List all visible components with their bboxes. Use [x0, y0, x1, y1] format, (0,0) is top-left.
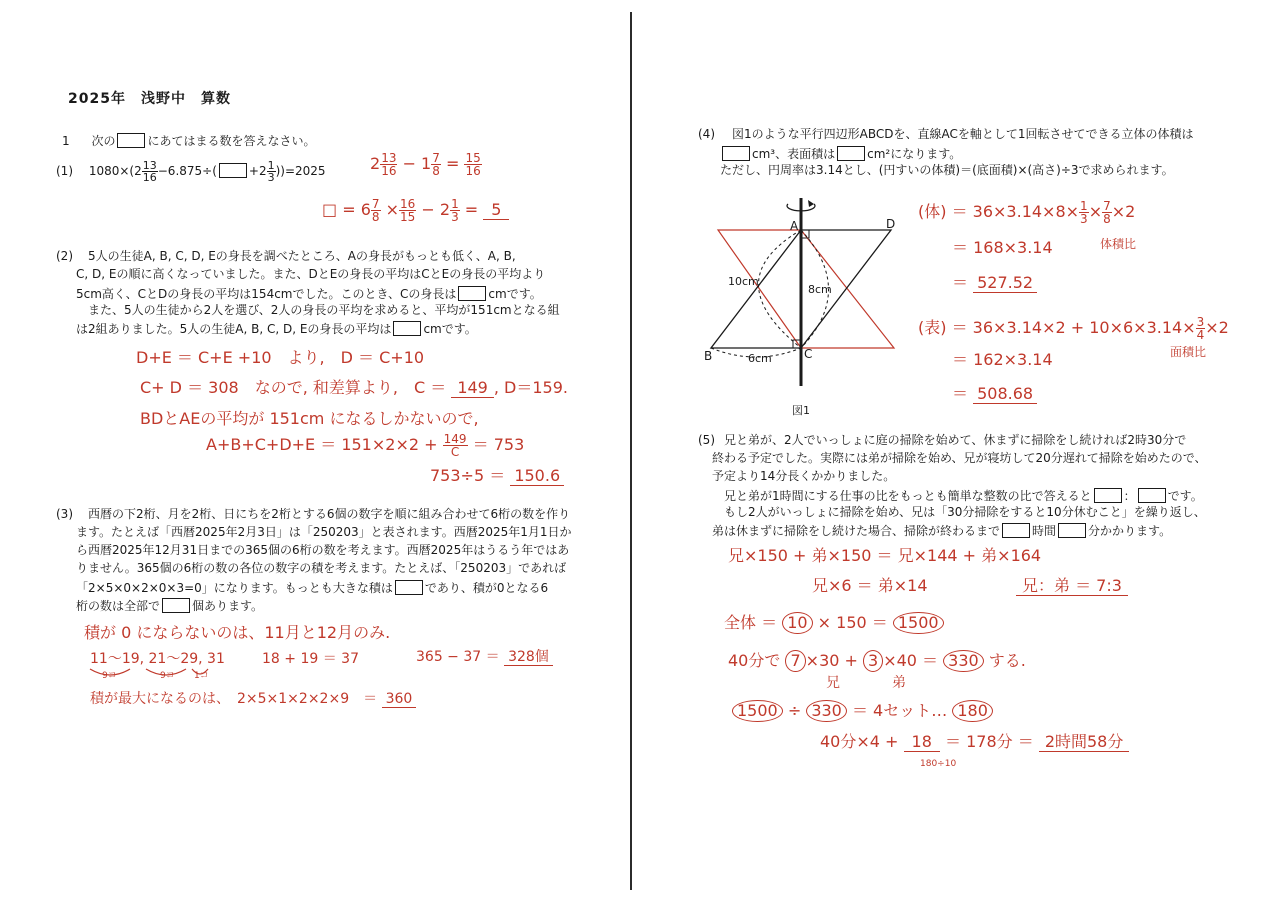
problem-4-volume-step: ＝ 168×3.14 [952, 238, 1053, 257]
problem-5-text-line: 終わる予定でした。実際には弟が掃除を始め、兄が寝坊して20分遅れて掃除を始めたので、 [712, 451, 1207, 465]
problem-5-work-line: 兄×150 + 弟×150 ＝ 兄×144 + 弟×164 [728, 546, 1042, 565]
problem-5-text-line: 予定より14分長くかかりました。 [712, 469, 896, 483]
answer-blank [458, 286, 486, 301]
problem-2-text-line: は2組ありました。5人の生徒A, B, C, D, Eの身長の平均は cmです。 [76, 322, 477, 336]
answer-blank [395, 580, 423, 595]
problem-2-text-line: C, D, Eの順に高くなっていました。また、DとEの身長の平均はCとEの身長の平均より [76, 267, 546, 281]
problem-1-work-line-2: □ = 6 $\frac{7}{8}$ × $\frac{16}{15}$ − 2 $\frac{1}{3}$ = 5 [322, 198, 509, 223]
ratio-note: 体積比 [1100, 237, 1137, 251]
problem-3-work-line: 積が最大になるのは、 2×5×1×2×2×9 ＝ 360 [90, 692, 416, 706]
length-label: 10cm [728, 275, 759, 288]
problem-4-volume-work: (体) ＝ 36×3.14×8× $\frac{1}{3}$ × $\frac{7}{8}$ ×2 [918, 199, 1136, 226]
question-1-header: 1 次の にあてはまる数を答えなさい。 [62, 134, 316, 148]
problem-3-text-line: 西暦の下2桁、月を2桁、日にちを2桁とする6個の数字を順に組み合わせて6桁の数を作り [88, 507, 571, 521]
figure-1-parallelogram [696, 190, 906, 420]
brace-label: 9コ [160, 671, 175, 681]
problem-2-work-line: C+ D ＝ 308 なので, 和差算より, C ＝ 149 , D＝159. [140, 378, 568, 397]
answer-blank [1002, 523, 1030, 538]
problem-2-work-line: BDとAEの平均が 151cm になるしかないので, [140, 409, 479, 428]
problem-2-text-line: 5cm高く、CとDの身長の平均は154cmでした。このとき、Cの身長は cmです。 [76, 287, 542, 301]
ratio-note: 面積比 [1170, 345, 1207, 359]
problem-2-label: (2) [56, 249, 73, 263]
answer-blank [162, 598, 190, 613]
length-label: 6cm [748, 352, 772, 365]
problem-3-text-line: 「2×5×0×2×0×3=0」になります。もっとも大きな積は であり、積が0となる6 [76, 581, 549, 595]
answer-underline: 2時間58分 [1039, 732, 1130, 752]
problem-3-text-line: りません。365個の6桁の数の各位の数字の積を考えます。たとえば、「250203」であれば [76, 561, 567, 575]
problem-1-expression: (1) 1080×(2 $\frac{13}{16}$ −6.875÷( +2 $\frac{1}{3}$ ))=2025 [56, 159, 326, 184]
problem-5-label: (5) [698, 433, 715, 447]
problem-5-work-line: 兄×6 ＝ 弟×14 [812, 576, 928, 595]
problem-2-work-line: D+E ＝ C+E +10 より, D ＝ C+10 [136, 348, 425, 367]
problem-3-text-line: 桁の数は全部で 個あります。 [76, 599, 264, 613]
answer-blank [1138, 488, 1166, 503]
problem-4-volume-answer: ＝ 527.52 [952, 275, 1037, 291]
problem-4-label: (4) [698, 127, 715, 141]
sub-label-younger: 弟 [892, 675, 906, 691]
problem-3-work-line: 11～19, 21～29, 31 [90, 651, 225, 667]
problem-4-text-line: ただし、円周率は3.14とし、(円すいの体積)＝(底面積)×(高さ)÷3で求められます。 [720, 163, 1174, 177]
problem-3-work-line: 積が 0 にならないのは、11月と12月のみ. [84, 623, 391, 642]
problem-4-surface-step: ＝ 162×3.14 [952, 350, 1053, 369]
problem-1-work-line-1: 2 $\frac{13}{16}$ − 1 $\frac{7}{8}$ = $\frac{15}{16}$ [370, 151, 481, 178]
page-title: 2025年 浅野中 算数 [68, 91, 231, 107]
answer-blank [1094, 488, 1122, 503]
problem-2-text-line: また、5人の生徒から2人を選び、2人の身長の平均を求めると、平均が151cmとなる組 [88, 303, 560, 317]
problem-3-text-line: ます。たとえば「西暦2025年2月3日」は「250203」と表されます。西暦2025年1月1日か [76, 525, 572, 539]
point-label: D [886, 217, 896, 231]
answer-blank [117, 133, 145, 148]
answer-blank [1058, 523, 1086, 538]
answer-blank [722, 146, 750, 161]
answer-blank [219, 163, 247, 178]
sub-label-brother: 兄 [826, 675, 840, 691]
rotation-arrow-head [808, 200, 814, 207]
problem-5-text-line: もし2人がいっしょに掃除を始め、兄は「30分掃除をすると10分休むこと」を繰り返し、 [724, 505, 1206, 519]
problem-3-text-line: ら西暦2025年12月31日までの365個の6桁の数を考えます。西暦2025年はうるう年ではあ [76, 543, 570, 557]
problem-5-forty-min-work: 40分で 7 ×30 + 3 ×40 ＝ 330 する. [728, 651, 1026, 670]
problem-4-surface-answer: ＝ 508.68 [952, 386, 1037, 402]
problem-5-ratio-answer: 兄：弟 ＝ 7:3 [1016, 578, 1128, 594]
problem-5-final-work: 40分×4 + 18 ＝ 178分 ＝ 2時間58分 [820, 734, 1129, 750]
problem-5-division-work: 1500 ÷ 330 ＝ 4セット… 180 [732, 700, 993, 722]
reflected-parallelogram [718, 230, 894, 348]
problem-3-label: (3) [56, 507, 73, 521]
problem-3-work-line: 365 − 37 ＝ 328個 [416, 650, 553, 664]
point-label: A [790, 219, 799, 233]
figure-caption: 図1 [792, 404, 810, 417]
answer-underline: 328個 [504, 649, 553, 666]
question-number: 1 [62, 134, 70, 148]
problem-5-text-line: 兄と弟が1時間にする仕事の比をもっとも簡単な整数の比で答えると ： です。 [724, 489, 1203, 503]
answer-underline: 150.6 [510, 466, 564, 486]
problem-2-work-line: 753÷5 ＝ 150.6 [430, 468, 564, 484]
problem-5-text-line: 兄と弟が、2人でいっしょに庭の掃除を始めて、休まずに掃除をし続ければ2時30分で [724, 433, 1187, 447]
point-label: B [704, 349, 713, 363]
problem-5-total-work: 全体 ＝ 10 × 150 ＝ 1500 [724, 612, 944, 634]
problem-2-text-line: 5人の生徒A, B, C, D, Eの身長を調べたところ、Aの身長がもっとも低く、A, B, [88, 249, 516, 263]
brace-label: 9コ [102, 671, 117, 681]
answer-underline: 360 [382, 691, 417, 708]
answer-underline: 5 [483, 200, 509, 220]
answer-blank [837, 146, 865, 161]
length-label: 8cm [808, 283, 832, 296]
problem-2-work-line: A+B+C+D+E ＝ 151×2×2 + $\frac{149}{C}$ ＝ 753 [206, 432, 525, 459]
page-divider [630, 12, 632, 890]
problem-5-text-line: 弟は休まずに掃除をし続けた場合、掃除が終わるまで 時間 分かかります。 [712, 524, 1172, 538]
problem-4-text-line: cm³、表面積は cm²になります。 [720, 146, 961, 161]
final-sub-note: 180÷10 [920, 759, 957, 769]
fraction: $\frac{1}{3}$ [267, 159, 275, 184]
brace-label: 1コ [194, 671, 209, 681]
problem-4-text-line: 図1のような平行四辺形ABCDを、直線ACを軸として1回転させてできる立体の体積は [732, 127, 1194, 141]
problem-4-surface-work: (表) ＝ 36×3.14×2 + 10×6×3.14× $\frac{3}{4}$ ×2 [918, 315, 1229, 342]
answer-blank [393, 321, 421, 336]
point-label: C [804, 347, 813, 361]
fraction: $\frac{13}{16}$ [142, 159, 157, 184]
problem-3-work-line: 18 + 19 ＝ 37 [262, 651, 359, 667]
